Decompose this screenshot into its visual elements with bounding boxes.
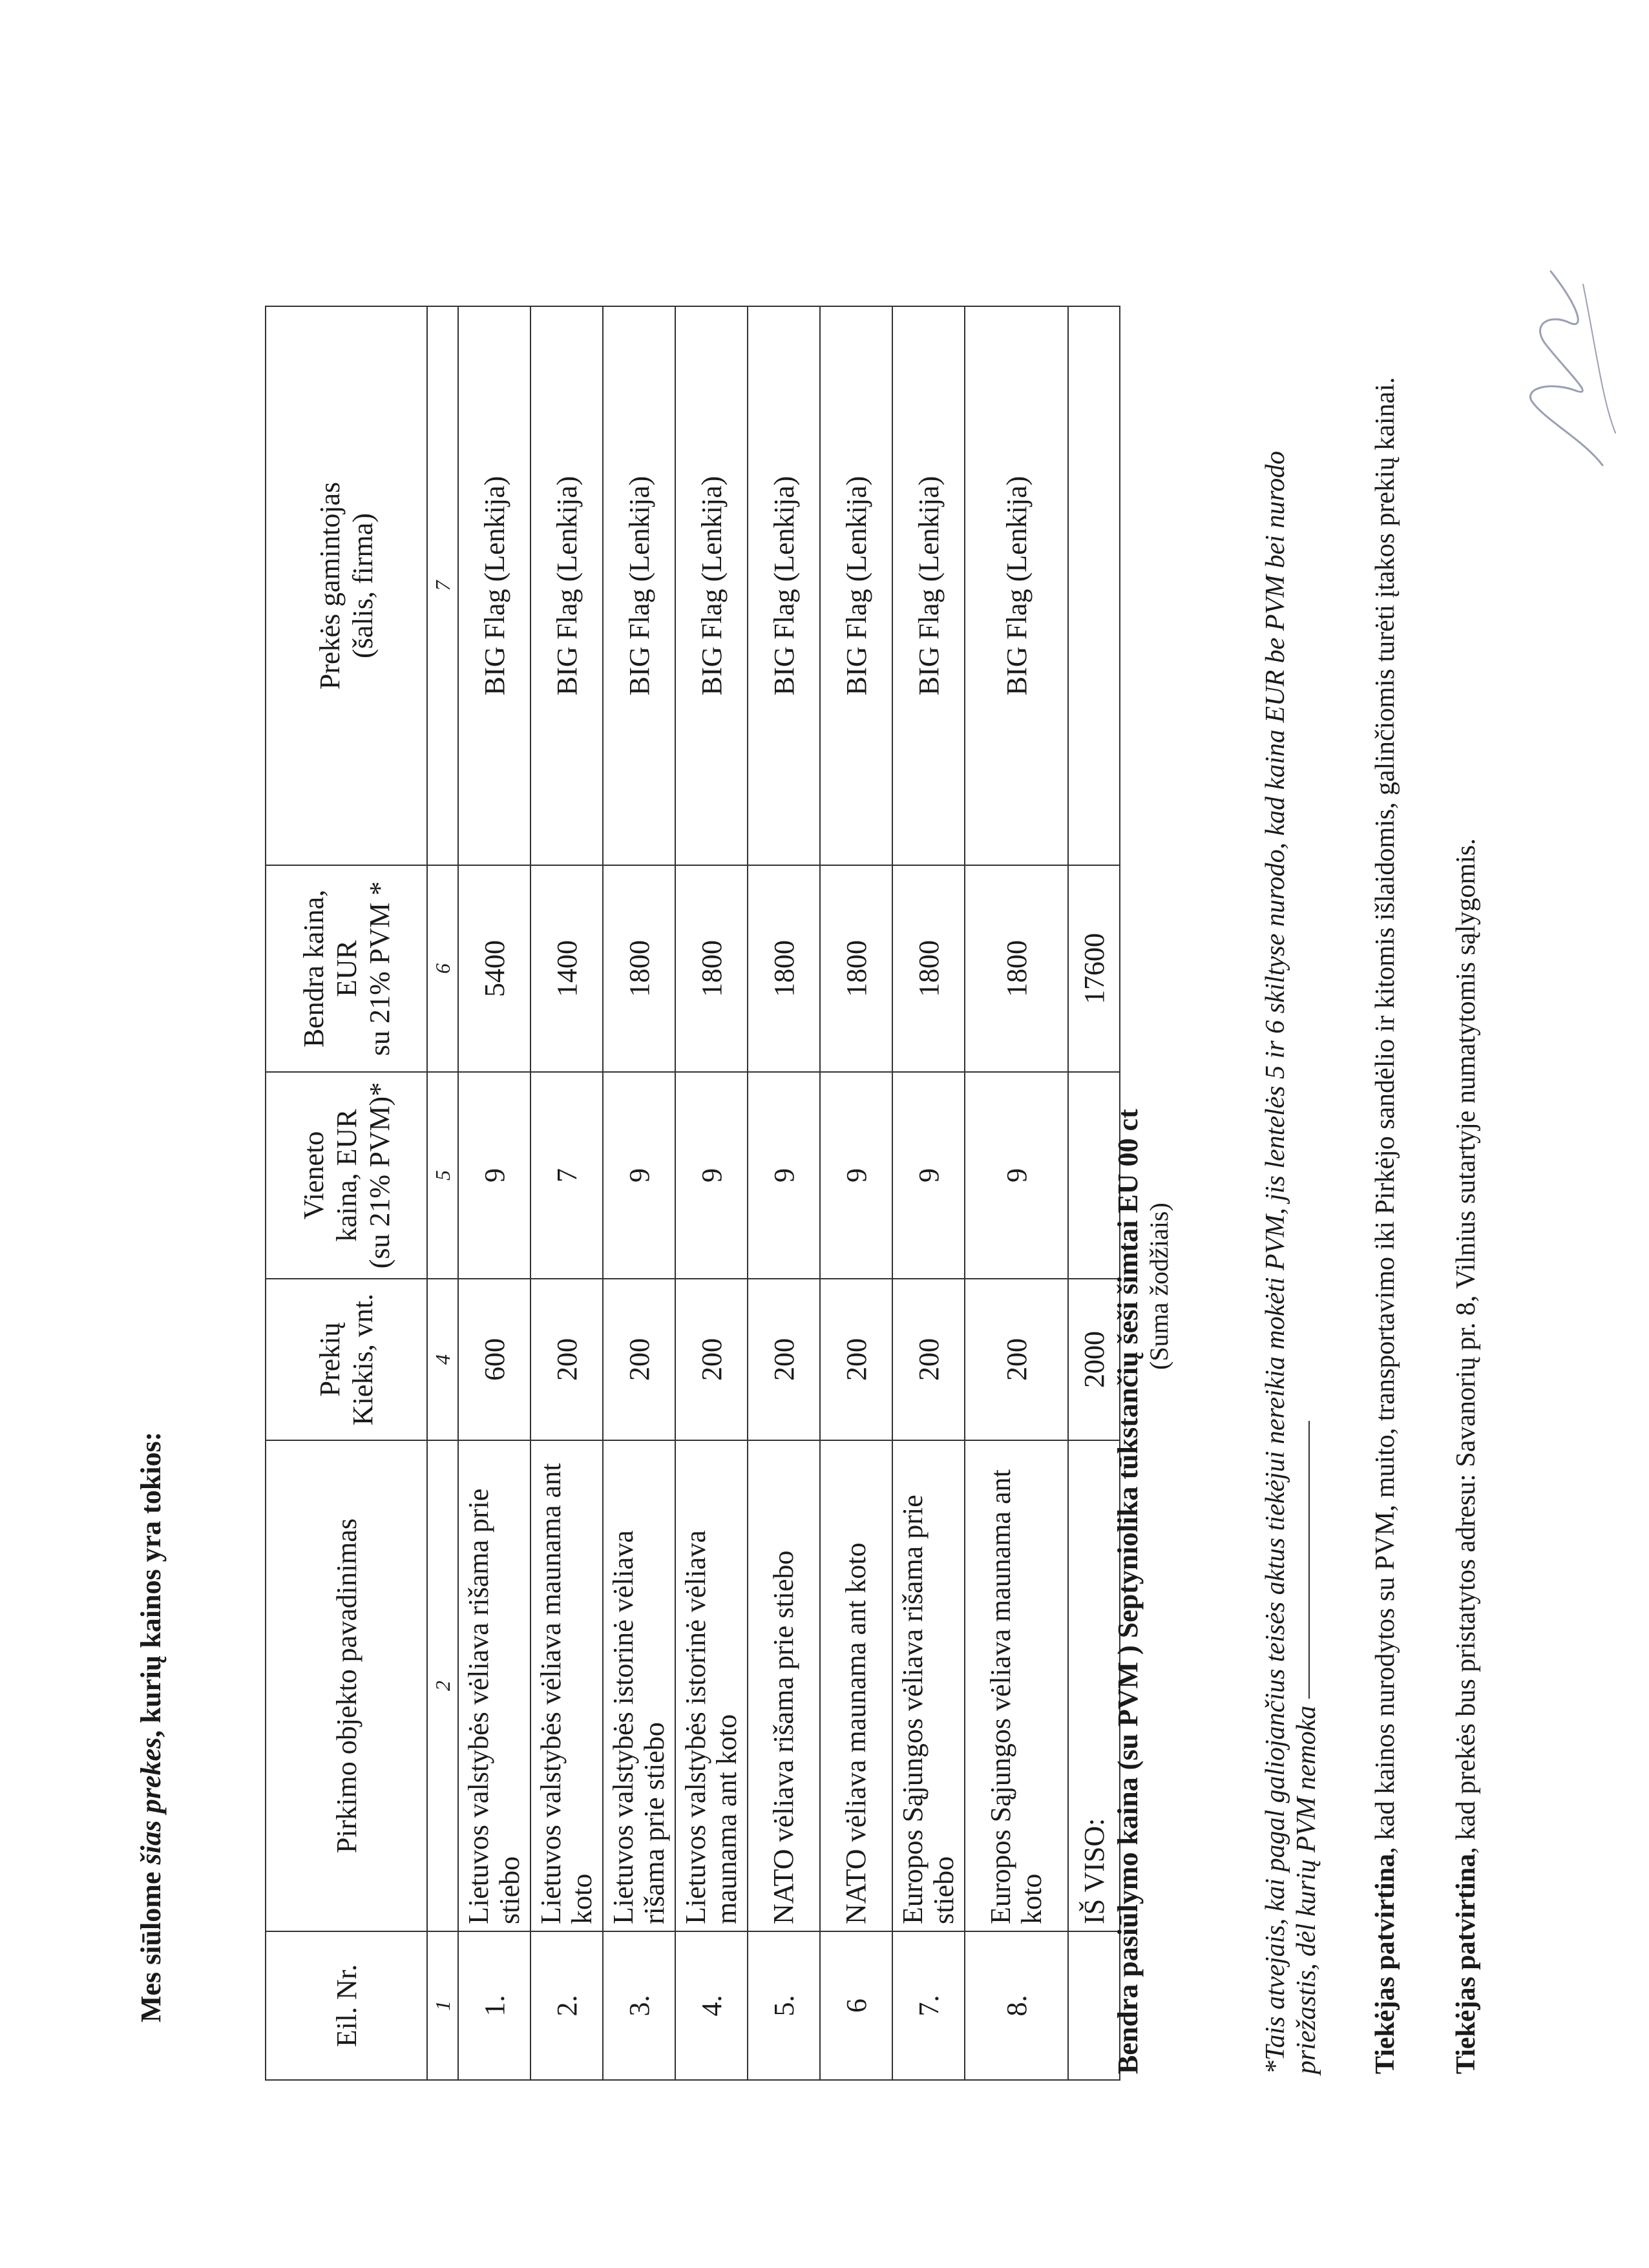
table-row bbox=[675, 306, 748, 2080]
row-manufacturer: BIG Flag (Lenkija) bbox=[675, 306, 748, 865]
header-unit-line1: Vieneto bbox=[297, 1131, 330, 1220]
column-number: 1 bbox=[427, 1931, 458, 2080]
row-name: Europos Sąjungos vėliava maunama ant koto bbox=[965, 1440, 1068, 1931]
row-name: Lietuvos valstybės istorinė vėliava maunama ant koto bbox=[675, 1440, 748, 1931]
row-unit-price: 9 bbox=[603, 1072, 675, 1279]
row-total-price: 1800 bbox=[748, 865, 820, 1072]
row-total-price: 1400 bbox=[530, 865, 603, 1072]
row-nr: 5. bbox=[748, 1931, 820, 2080]
header-total-line1: Bendra kaina, bbox=[297, 889, 330, 1048]
row-name: Lietuvos valstybės vėliava maunama ant koto bbox=[530, 1440, 603, 1931]
intro-text-before: Mes siūlome bbox=[135, 1864, 167, 2022]
column-number: 4 bbox=[427, 1279, 458, 1440]
header-name: Pirkimo objekto pavadinimas bbox=[266, 1440, 427, 1931]
row-manufacturer: BIG Flag (Lenkija) bbox=[965, 306, 1068, 865]
row-total-price: 1800 bbox=[603, 865, 675, 1072]
row-unit-price: 7 bbox=[530, 1072, 603, 1279]
offer-total-note: (Suma žodžiais) bbox=[1144, 1202, 1173, 1370]
row-manufacturer: BIG Flag (Lenkija) bbox=[892, 306, 965, 865]
row-quantity: 200 bbox=[603, 1279, 675, 1440]
row-name: Lietuvos valstybės istorinė vėliava rišama prie stiebo bbox=[603, 1440, 675, 1931]
total-empty-cell bbox=[1068, 306, 1120, 865]
header-quantity-line2: Kiekis, vnt. bbox=[347, 1293, 379, 1426]
total-label: IŠ VISO: bbox=[1068, 1440, 1120, 1931]
row-nr: 1. bbox=[458, 1931, 530, 2080]
column-number: 6 bbox=[427, 865, 458, 1072]
row-quantity: 600 bbox=[458, 1279, 530, 1440]
confirmation-label: Tiekėjas patvirtina bbox=[1451, 1853, 1481, 2074]
column-number: 2 bbox=[427, 1440, 458, 1931]
total-price: 17600 bbox=[1068, 865, 1120, 1072]
intro-text-after: , kurių kainos yra tokios: bbox=[135, 1431, 167, 1738]
row-nr: 4. bbox=[675, 1931, 748, 2080]
intro-heading bbox=[134, 1432, 167, 2022]
table-row bbox=[458, 306, 530, 2080]
row-unit-price: 9 bbox=[892, 1072, 965, 1279]
header-unit-price bbox=[266, 1072, 427, 1279]
column-number-row bbox=[427, 306, 458, 2080]
row-unit-price: 9 bbox=[965, 1072, 1068, 1279]
table-row bbox=[892, 306, 965, 2080]
row-manufacturer: BIG Flag (Lenkija) bbox=[458, 306, 530, 865]
price-table bbox=[265, 306, 1120, 2081]
header-unit-line2: kaina, EUR bbox=[330, 1109, 362, 1242]
table-row bbox=[748, 306, 820, 2080]
row-nr: 6 bbox=[820, 1931, 892, 2080]
row-unit-price: 9 bbox=[820, 1072, 892, 1279]
row-total-price: 1800 bbox=[675, 865, 748, 1072]
row-quantity: 200 bbox=[530, 1279, 603, 1440]
header-unit-line3: (su 21% PVM)* bbox=[363, 1082, 395, 1269]
header-quantity bbox=[266, 1279, 427, 1440]
row-name: NATO vėliava rišama prie stiebo bbox=[748, 1440, 820, 1931]
row-manufacturer: BIG Flag (Lenkija) bbox=[748, 306, 820, 865]
row-quantity: 200 bbox=[965, 1279, 1068, 1440]
total-quantity: 2000 bbox=[1068, 1279, 1120, 1440]
row-total-price: 5400 bbox=[458, 865, 530, 1072]
header-total-price bbox=[266, 865, 427, 1072]
header-total-line3: su 21% PVM * bbox=[363, 881, 395, 1056]
confirmation-prices bbox=[1370, 252, 1401, 2074]
footnote bbox=[1260, 420, 1323, 2074]
row-quantity: 200 bbox=[820, 1279, 892, 1440]
row-name: Lietuvos valstybės vėliava rišama prie stiebo bbox=[458, 1440, 530, 1931]
confirmation-label: Tiekėjas patvirtina bbox=[1371, 1853, 1400, 2074]
column-number: 5 bbox=[427, 1072, 458, 1279]
confirmation-text: , kad kainos nurodytos su PVM, muito, transportavimo iki Pirkėjo sandėlio ir kitomis išlaidomis, galinčiomis turėti įtakos prekių kainai. bbox=[1371, 377, 1400, 1854]
row-total-price: 1800 bbox=[892, 865, 965, 1072]
row-nr: 2. bbox=[530, 1931, 603, 2080]
row-manufacturer: BIG Flag (Lenkija) bbox=[603, 306, 675, 865]
table-row bbox=[603, 306, 675, 2080]
header-maker-line1: Prekės gamintojas bbox=[314, 481, 346, 690]
row-total-price: 1800 bbox=[965, 865, 1068, 1072]
confirmation-text: , kad prekės bus pristatytos adresu: Savanorių pr. 8, Vilnius sutartyje numatytomis sąlygomis. bbox=[1451, 838, 1481, 1854]
row-nr: 3. bbox=[603, 1931, 675, 2080]
confirmation-delivery bbox=[1451, 252, 1482, 2074]
row-name: NATO vėliava maunama ant koto bbox=[820, 1440, 892, 1931]
header-quantity-line1: Prekių bbox=[314, 1322, 346, 1397]
row-quantity: 200 bbox=[748, 1279, 820, 1440]
header-total-line2: EUR bbox=[330, 940, 362, 997]
footnote-blank-line bbox=[1308, 1421, 1310, 1699]
handwritten-signature bbox=[1506, 258, 1635, 478]
row-total-price: 1800 bbox=[820, 865, 892, 1072]
row-unit-price: 9 bbox=[458, 1072, 530, 1279]
row-manufacturer: BIG Flag (Lenkija) bbox=[530, 306, 603, 865]
row-manufacturer: BIG Flag (Lenkija) bbox=[820, 306, 892, 865]
row-quantity: 200 bbox=[892, 1279, 965, 1440]
row-name: Europos Sąjungos vėliava rišama prie stiebo bbox=[892, 1440, 965, 1931]
footnote-text: *Tais atvejais, kai pagal galiojančius teisės aktus tiekėjui nereikia mokėti PVM, jis lentelės 5 ir 6 skiltyse nurodo, kad kaina EUR be PVM bei nurodo priežastis, dėl kurių PVM nemoka bbox=[1261, 450, 1322, 2074]
table-row bbox=[820, 306, 892, 2080]
offer-total-in-words: Bendra pasiūlymo kaina (su PVM ) Septyniolika tūkstančių šeši šimtai EU 00 ct bbox=[1112, 1109, 1144, 2074]
table-row bbox=[530, 306, 603, 2080]
header-eil-nr: Eil. Nr. bbox=[266, 1931, 427, 2080]
row-unit-price: 9 bbox=[675, 1072, 748, 1279]
table-header-row bbox=[266, 306, 427, 2080]
row-unit-price: 9 bbox=[748, 1072, 820, 1279]
table-row bbox=[965, 306, 1068, 2080]
header-maker-line2: (šalis, firma) bbox=[347, 513, 379, 658]
intro-text-emphasis: šias prekes bbox=[135, 1737, 167, 1865]
row-nr: 7. bbox=[892, 1931, 965, 2080]
header-manufacturer bbox=[266, 306, 427, 865]
column-number: 7 bbox=[427, 306, 458, 865]
row-nr: 8. bbox=[965, 1931, 1068, 2080]
row-quantity: 200 bbox=[675, 1279, 748, 1440]
